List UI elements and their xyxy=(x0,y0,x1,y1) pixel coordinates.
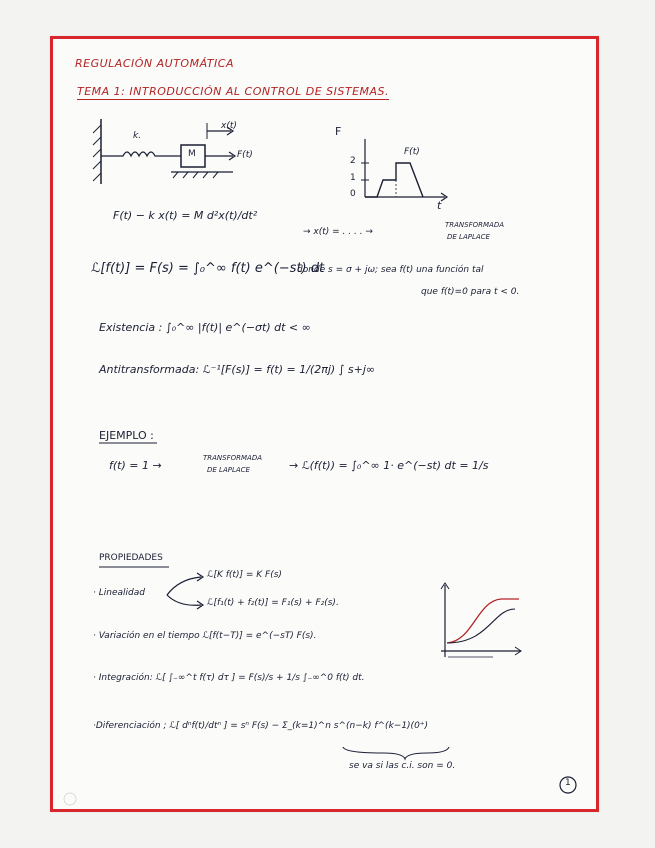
page-number: 1 xyxy=(565,778,571,788)
plot-x-label: t xyxy=(437,199,442,212)
inverse-transform: Antitransformada: ℒ⁻¹[F(s)] = f(t) = 1/(2πj) ∫ s+j∞ xyxy=(99,363,376,376)
transform-label-top: TRANSFORMADA xyxy=(445,221,505,229)
notebook-page xyxy=(50,36,599,812)
linearity-label: · Linealidad xyxy=(93,588,145,598)
mass-label: M xyxy=(188,149,196,159)
example-transform-label-top: TRANSFORMADA xyxy=(203,454,263,462)
laplace-variable-note: donde s = σ + jω; sea f(t) una función tal xyxy=(297,265,484,275)
transform-label-bottom: DE LAPLACE xyxy=(447,233,490,241)
time-shift-property: · Variación en el tiempo ℒ[f(t−T)] = e^(−sT) F(s). xyxy=(93,631,317,641)
linearity-scalar: ℒ[K f(t)] = K F(s) xyxy=(207,570,282,580)
course-title: REGULACIÓN AUTOMÁTICA xyxy=(75,57,234,70)
plot-tick-1: 1 xyxy=(350,173,356,183)
laplace-definition: ℒ[f(t)] = F(s) = ∫₀^∞ f(t) e^(−st) dt xyxy=(91,261,325,276)
existence-condition: Existencia : ∫₀^∞ |f(t)| e^(−σt) dt < ∞ xyxy=(99,321,311,334)
solution-arrow: → x(t) = . . . . → xyxy=(303,227,373,237)
newton-equation: F(t) − k x(t) = M d²x(t)/dt² xyxy=(113,209,258,222)
plot-curve-label: F(t) xyxy=(404,147,420,157)
initial-conditions-note: se va si las c.i. son = 0. xyxy=(349,761,456,771)
example-title: EJEMPLO : xyxy=(99,429,154,442)
plot-tick-0: 0 xyxy=(350,189,356,199)
example-result: → ℒ(f(t)) = ∫₀^∞ 1· e^(−st) dt = 1/s xyxy=(289,459,489,472)
topic-title: TEMA 1: INTRODUCCIÓN AL CONTROL DE SISTEMAS. xyxy=(77,85,390,98)
differentiation-property: ·Diferenciación ; ℒ[ dⁿf(t)/dtⁿ ] = sⁿ F(s) − Σ_(k=1)^n s^(n−k) f^(k−1)(0⁺) xyxy=(93,721,429,731)
properties-title: PROPIEDADES xyxy=(99,553,163,563)
diagram-layer xyxy=(53,39,602,815)
force-label: F(t) xyxy=(237,150,253,160)
plot-y-label: F xyxy=(335,125,342,138)
plot-tick-2: 2 xyxy=(350,156,356,166)
position-label: x(t) xyxy=(221,121,237,131)
integration-property: · Integración: ℒ[ ∫₋∞^t f(τ) dτ ] = F(s)/s + 1/s ∫₋∞^0 f(t) dt. xyxy=(93,673,365,683)
linearity-sum: ℒ[f₁(t) + f₂(t)] = F₁(s) + F₂(s). xyxy=(207,598,339,608)
example-function: f(t) = 1 → xyxy=(109,459,162,472)
causality-condition: que f(t)=0 para t < 0. xyxy=(421,287,520,297)
example-transform-label-bottom: DE LAPLACE xyxy=(207,466,250,474)
spring-label: k. xyxy=(133,131,142,141)
